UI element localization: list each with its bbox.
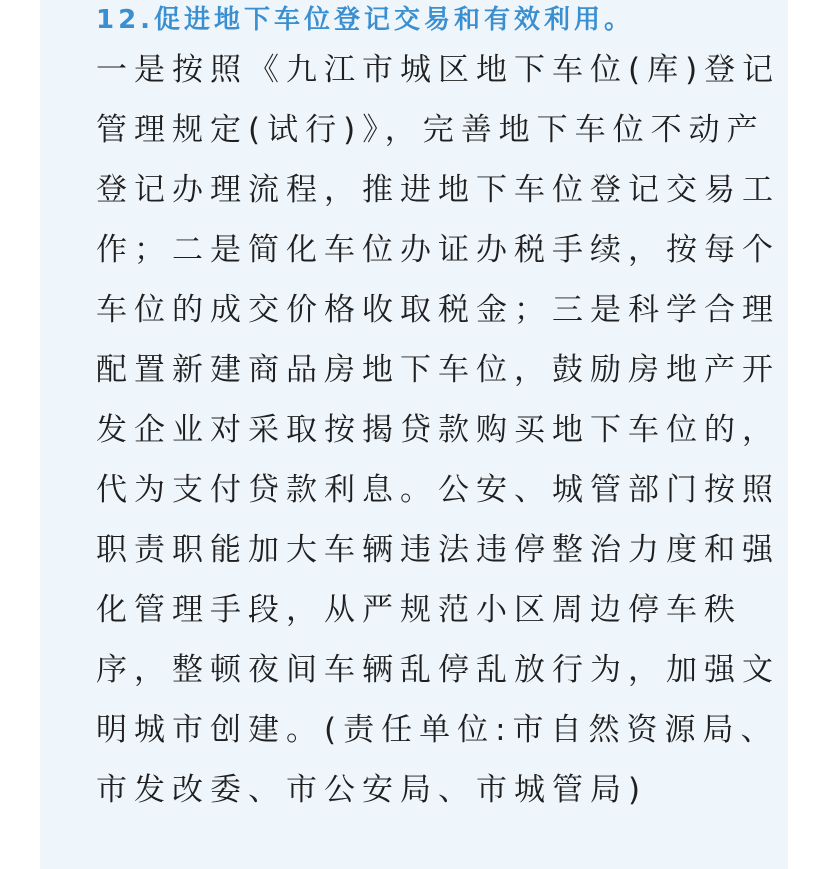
body-line: 车位的成交价格收取税金；三是科学合理 (96, 292, 780, 328)
body-line: 明城市创建。(责任单位:市自然资源局、 (96, 712, 779, 748)
body-line: 一是按照《九江市城区地下车位(库)登记 (96, 52, 781, 88)
body-line: 职责职能加大车辆违法违停整治力度和强 (96, 532, 780, 568)
body-line: 发企业对采取按揭贷款购买地下车位的， (96, 412, 780, 448)
body-line: 代为支付贷款利息。公安、城管部门按照 (96, 472, 780, 508)
article-body (96, 40, 781, 820)
body-line: 市发改委、市公安局、市城管局) (96, 772, 648, 808)
body-line: 登记办理流程，推进地下车位登记交易工 (96, 172, 780, 208)
section-heading: 12.促进地下车位登记交易和有效利用。 (96, 5, 635, 35)
body-line: 管理规定(试行)》，完善地下车位不动产 (96, 112, 765, 148)
body-line: 配置新建商品房地下车位，鼓励房地产开 (96, 352, 780, 388)
article-content (96, 0, 781, 820)
body-line: 序，整顿夜间车辆乱停乱放行为，加强文 (96, 652, 780, 688)
body-line: 化管理手段，从严规范小区周边停车秩 (96, 592, 742, 628)
body-line: 作；二是简化车位办证办税手续，按每个 (96, 232, 780, 268)
